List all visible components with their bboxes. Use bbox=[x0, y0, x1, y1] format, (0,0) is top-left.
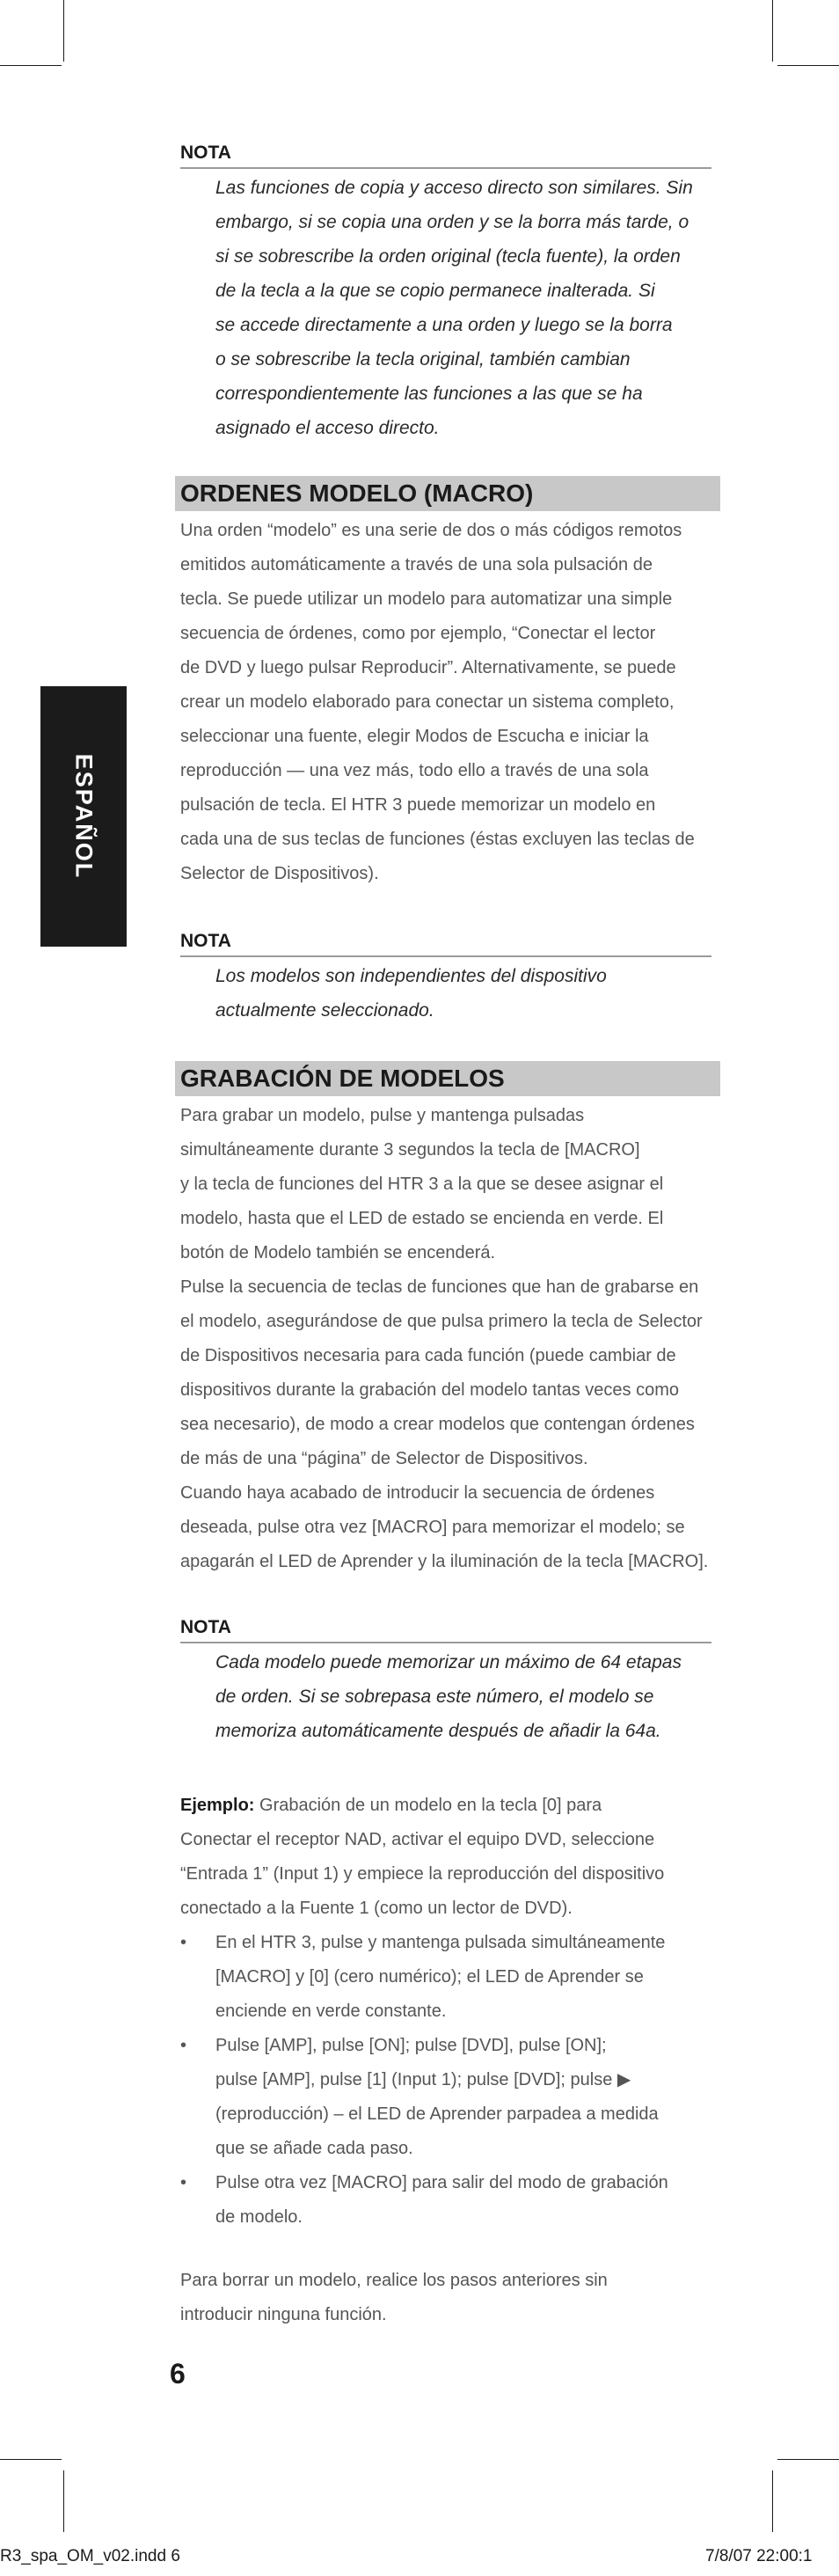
body-line: botón de Modelo también se encenderá. bbox=[180, 1243, 496, 1262]
body-line: deseada, pulse otra vez [MACRO] para memorizar el modelo; se bbox=[180, 1518, 685, 1537]
body-line: introducir ninguna función. bbox=[180, 2305, 387, 2324]
note-line: o se sobrescribe la tecla original, también cambian bbox=[215, 349, 631, 370]
section-body bbox=[180, 514, 711, 891]
bullet-line: Pulse otra vez [MACRO] para salir del modo de grabación bbox=[215, 2173, 668, 2192]
note-line: se accede directamente a una orden y luego se la borra bbox=[215, 315, 673, 335]
note-line: memoriza automáticamente después de añadir la 64a. bbox=[215, 1721, 661, 1741]
bullet-line: enciende en verde constante. bbox=[215, 2002, 447, 2021]
list-item bbox=[180, 1926, 711, 2029]
note-heading: NOTA bbox=[180, 1617, 711, 1643]
body-line: modelo, hasta que el LED de estado se encienda en verde. El bbox=[180, 1209, 664, 1228]
body-line: reproducción — una vez más, todo ello a través de una sola bbox=[180, 761, 649, 780]
bullet-line: En el HTR 3, pulse y mantenga pulsada simultáneamente bbox=[215, 1933, 666, 1952]
body-line bbox=[180, 1789, 711, 1823]
slug-file-name: R3_spa_OM_v02.indd 6 bbox=[0, 2547, 180, 2565]
note-line: embargo, si se copia una orden y se la borra más tarde, o bbox=[215, 212, 689, 232]
note-line: Cada modelo puede memorizar un máximo de 64 etapas bbox=[215, 1652, 682, 1672]
example-label: Ejemplo: bbox=[180, 1796, 255, 1815]
bullet-icon: • bbox=[180, 1933, 187, 1952]
note-text bbox=[215, 1643, 711, 1748]
body-line: emitidos automáticamente a través de una sola pulsación de bbox=[180, 555, 653, 574]
note-line: Las funciones de copia y acceso directo son similares. Sin bbox=[215, 178, 693, 198]
language-tab-label: ESPAÑOL bbox=[70, 753, 98, 880]
example-steps bbox=[180, 1926, 711, 2235]
closing-block bbox=[180, 2264, 711, 2332]
body-line: Para borrar un modelo, realice los pasos anteriores sin bbox=[180, 2271, 608, 2290]
crop-mark bbox=[777, 65, 839, 66]
body-line: Cuando haya acabado de introducir la secuencia de órdenes bbox=[180, 1483, 655, 1503]
crop-mark bbox=[0, 2459, 62, 2460]
page-number: 6 bbox=[170, 2358, 186, 2389]
list-item bbox=[180, 2166, 711, 2235]
note-line: asignado el acceso directo. bbox=[215, 418, 440, 438]
bullet-icon: • bbox=[180, 2036, 187, 2055]
note-block-copy bbox=[180, 143, 711, 445]
section-macro-commands bbox=[180, 476, 711, 891]
crop-mark bbox=[63, 2470, 64, 2532]
section-macro-recording bbox=[180, 1061, 711, 1579]
body-line: Selector de Dispositivos). bbox=[180, 864, 379, 883]
example-block bbox=[180, 1789, 711, 2235]
body-line: de Dispositivos necesaria para cada función (puede cambiar de bbox=[180, 1346, 676, 1365]
note-text bbox=[215, 169, 711, 445]
bullet-line: [MACRO] y [0] (cero numérico); el LED de Aprender se bbox=[215, 1967, 644, 1987]
note-text bbox=[215, 957, 711, 1028]
bullet-line: que se añade cada paso. bbox=[215, 2139, 413, 2158]
crop-mark bbox=[63, 0, 64, 62]
crop-mark bbox=[772, 0, 773, 62]
slug-timestamp: 7/8/07 22:00:1 bbox=[705, 2547, 813, 2565]
body-line: crear un modelo elaborado para conectar un sistema completo, bbox=[180, 692, 675, 712]
body-line: el modelo, asegurándose de que pulsa primero la tecla de Selector bbox=[180, 1312, 703, 1331]
body-line: dispositivos durante la grabación del modelo tantas veces como bbox=[180, 1380, 679, 1400]
note-line: Los modelos son independientes del dispositivo bbox=[215, 966, 607, 986]
section-heading: GRABACIÓN DE MODELOS bbox=[175, 1061, 720, 1096]
body-line: simultáneamente durante 3 segundos la tecla de [MACRO] bbox=[180, 1140, 640, 1160]
crop-mark bbox=[777, 2459, 839, 2460]
crop-mark bbox=[0, 65, 62, 66]
body-line: de más de una “página” de Selector de Dispositivos. bbox=[180, 1449, 588, 1468]
body-line: sea necesario), de modo a crear modelos que contengan órdenes bbox=[180, 1415, 695, 1434]
bullet-line: Pulse [AMP], pulse [ON]; pulse [DVD], pulse [ON]; bbox=[215, 2036, 607, 2055]
section-heading: ORDENES MODELO (MACRO) bbox=[175, 476, 720, 511]
note-line: si se sobrescribe la orden original (tecla fuente), la orden bbox=[215, 246, 681, 267]
body-line: Conectar el receptor NAD, activar el equipo DVD, seleccione bbox=[180, 1830, 655, 1849]
section-body bbox=[180, 1099, 711, 1579]
example-intro bbox=[180, 1789, 711, 1926]
body-line: “Entrada 1” (Input 1) y empiece la reproducción del dispositivo bbox=[180, 1864, 665, 1884]
body-line: pulsación de tecla. El HTR 3 puede memorizar un modelo en bbox=[180, 795, 656, 815]
body-line: seleccionar una fuente, elegir Modos de Escucha e iniciar la bbox=[180, 727, 649, 746]
body-line: tecla. Se puede utilizar un modelo para automatizar una simple bbox=[180, 589, 673, 609]
closing-text bbox=[180, 2264, 711, 2332]
crop-mark bbox=[772, 2470, 773, 2532]
note-line: de la tecla a la que se copio permanece inalterada. Si bbox=[215, 281, 655, 301]
list-item bbox=[180, 2029, 711, 2166]
bullet-line: pulse [AMP], pulse [1] (Input 1); pulse [DVD]; pulse ▶ bbox=[215, 2070, 631, 2089]
note-line: de orden. Si se sobrepasa este número, el modelo se bbox=[215, 1687, 654, 1707]
note-heading: NOTA bbox=[180, 143, 711, 169]
language-tab bbox=[40, 686, 127, 947]
bullet-line: de modelo. bbox=[215, 2207, 303, 2227]
body-line: y la tecla de funciones del HTR 3 a la que se desee asignar el bbox=[180, 1175, 664, 1194]
body-line: Pulse la secuencia de teclas de funciones que han de grabarse en bbox=[180, 1277, 699, 1297]
example-first-line: Grabación de un modelo en la tecla [0] para bbox=[254, 1796, 602, 1815]
body-line: cada una de sus teclas de funciones (éstas excluyen las teclas de bbox=[180, 830, 695, 849]
bullet-line: (reproducción) – el LED de Aprender parpadea a medida bbox=[215, 2104, 659, 2124]
body-line: secuencia de órdenes, como por ejemplo, “Conectar el lector bbox=[180, 624, 656, 643]
body-line: conectado a la Fuente 1 (como un lector de DVD). bbox=[180, 1899, 573, 1918]
note-heading: NOTA bbox=[180, 931, 711, 957]
note-line: actualmente seleccionado. bbox=[215, 1000, 434, 1021]
body-line: Para grabar un modelo, pulse y mantenga pulsadas bbox=[180, 1106, 585, 1125]
body-line: Una orden “modelo” es una serie de dos o más códigos remotos bbox=[180, 521, 682, 540]
note-block-steps bbox=[180, 1617, 711, 1748]
body-line: de DVD y luego pulsar Reproducir”. Alternativamente, se puede bbox=[180, 658, 676, 677]
note-block-independent bbox=[180, 931, 711, 1028]
body-line: apagarán el LED de Aprender y la iluminación de la tecla [MACRO]. bbox=[180, 1552, 709, 1571]
bullet-icon: • bbox=[180, 2173, 187, 2192]
note-line: correspondientemente las funciones a las que se ha bbox=[215, 384, 643, 404]
